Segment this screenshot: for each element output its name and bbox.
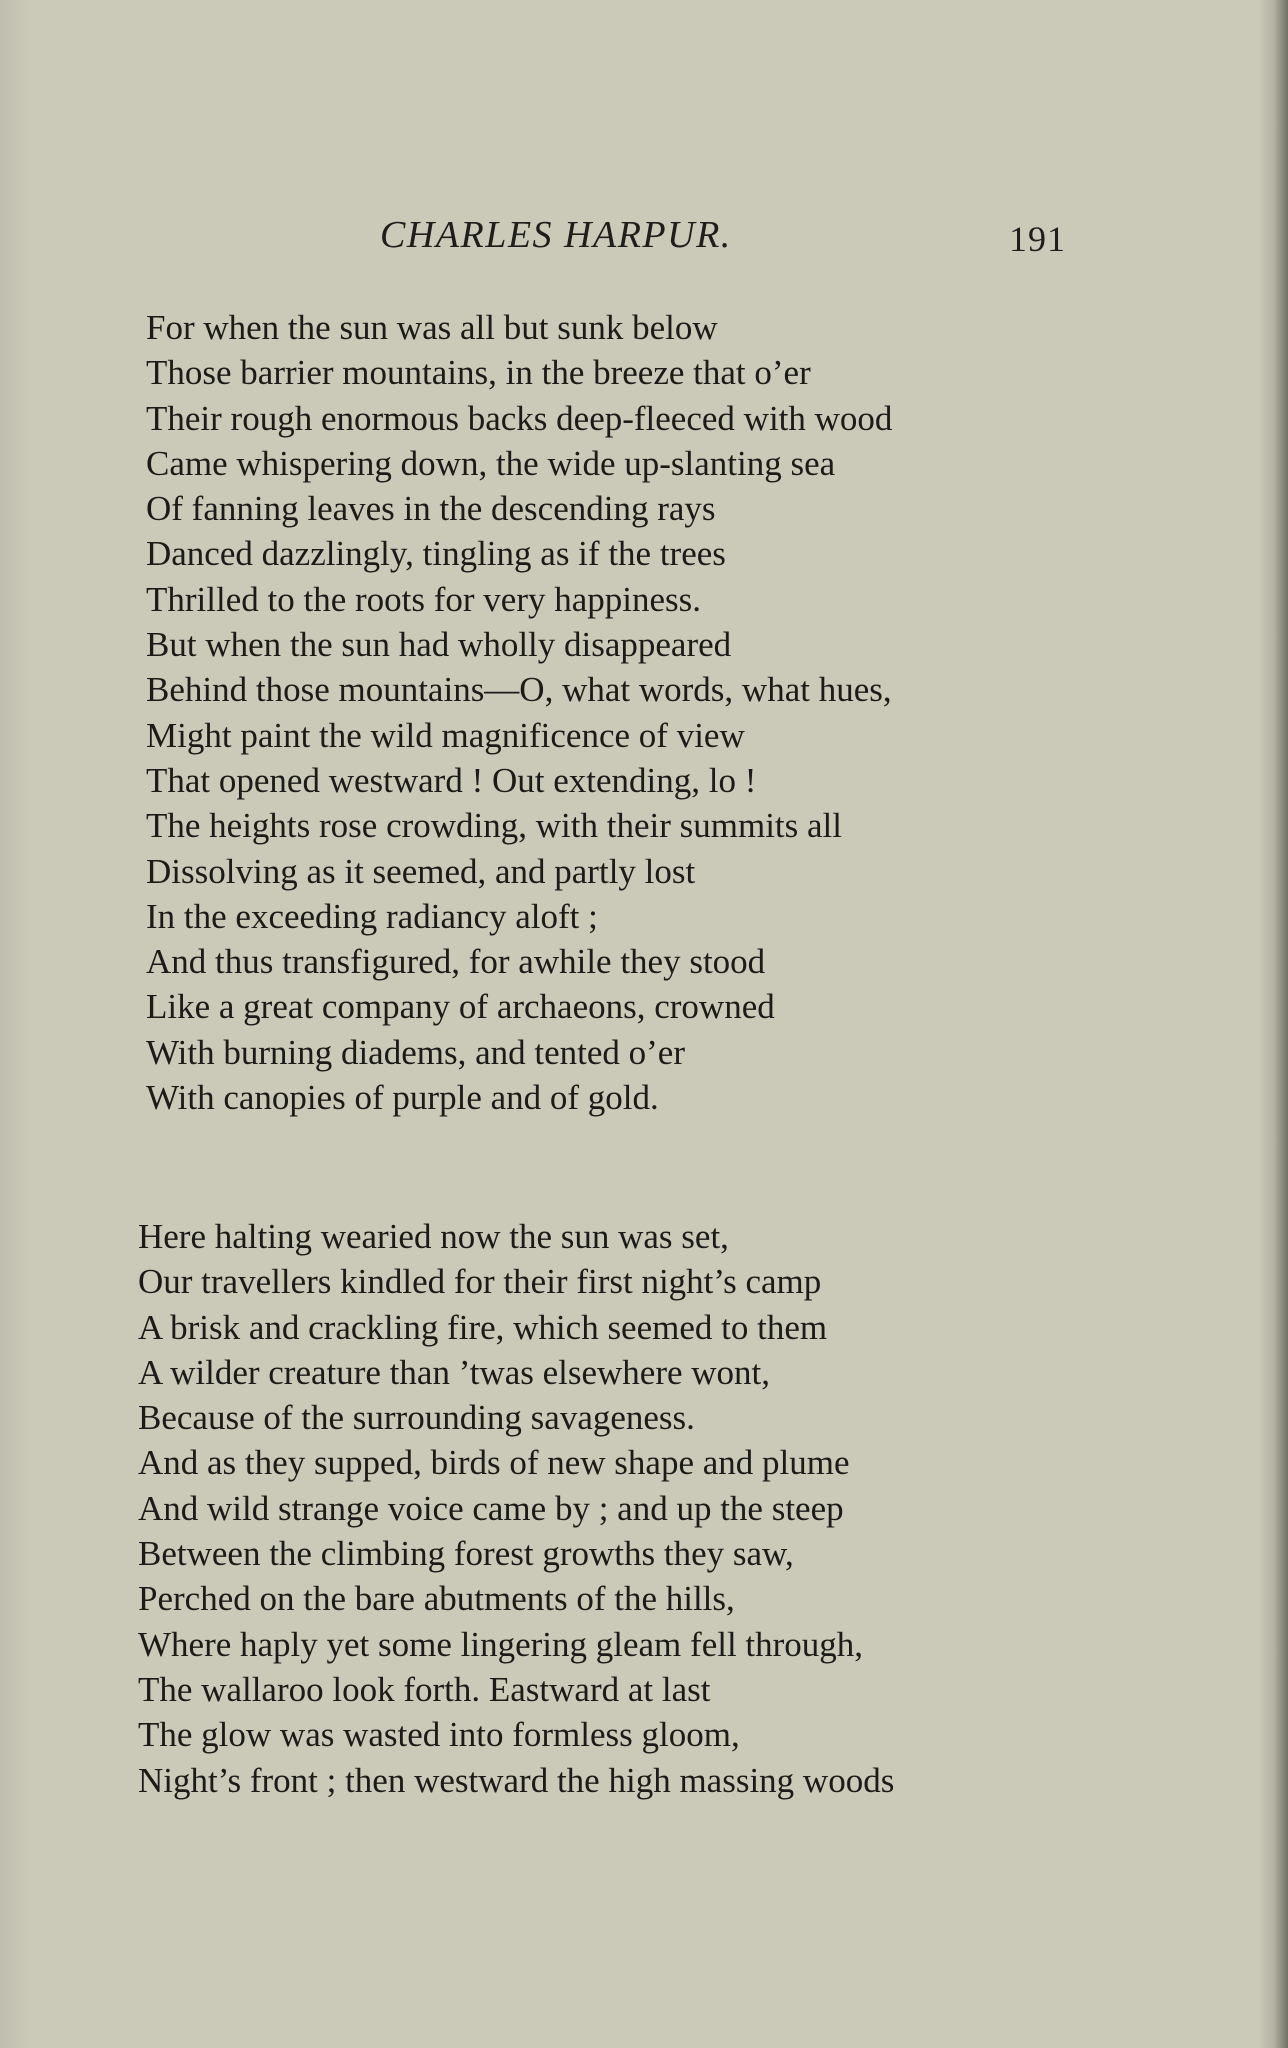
verse-line: Perched on the bare abutments of the hills, bbox=[138, 1579, 735, 1619]
running-head: CHARLES HARPUR. bbox=[380, 214, 732, 256]
verse-line: In the exceeding radiancy aloft ; bbox=[146, 896, 598, 936]
verse-line: Because of the surrounding savageness. bbox=[138, 1398, 695, 1438]
verse-line: Behind those mountains—O, what words, what hues, bbox=[146, 670, 892, 710]
stanza-2 bbox=[138, 1214, 894, 1803]
verse-line: Dissolving as it seemed, and partly lost bbox=[146, 851, 696, 891]
verse-line: The wallaroo look forth. Eastward at last bbox=[138, 1669, 711, 1709]
verse-line: Danced dazzlingly, tingling as if the trees bbox=[146, 534, 726, 574]
verse-line: Like a great company of archaeons, crowned bbox=[146, 987, 775, 1027]
verse-line: A brisk and crackling fire, which seemed to them bbox=[138, 1307, 828, 1347]
verse-line: A wilder creature than ’twas elsewhere wont, bbox=[138, 1352, 771, 1392]
verse-line: Night’s front ; then westward the high massing woods bbox=[138, 1760, 895, 1800]
verse-line: Might paint the wild magnificence of view bbox=[146, 715, 745, 755]
verse-line: Those barrier mountains, in the breeze that o’er bbox=[146, 353, 811, 393]
page-number: 191 bbox=[1009, 219, 1066, 259]
verse-line: Our travellers kindled for their first night’s camp bbox=[138, 1262, 822, 1302]
verse-line: Between the climbing forest growths they saw, bbox=[138, 1534, 794, 1574]
verse-line: But when the sun had wholly disappeared bbox=[146, 625, 732, 665]
verse-line: Came whispering down, the wide up-slanting sea bbox=[146, 443, 836, 483]
verse-line: And thus transfigured, for awhile they stood bbox=[146, 942, 766, 982]
verse-line: That opened westward ! Out extending, lo ! bbox=[146, 760, 757, 800]
verse-line: With canopies of purple and of gold. bbox=[146, 1078, 659, 1118]
verse-line: Thrilled to the roots for very happiness. bbox=[146, 579, 702, 619]
verse-line: Of fanning leaves in the descending rays bbox=[146, 489, 716, 529]
verse-line: The heights rose crowding, with their summits all bbox=[146, 806, 843, 846]
verse-line: Here halting wearied now the sun was set, bbox=[138, 1217, 729, 1256]
verse-line: And wild strange voice came by ; and up the steep bbox=[138, 1488, 844, 1528]
verse-line: Where haply yet some lingering gleam fell through, bbox=[138, 1624, 864, 1664]
verse-line: And as they supped, birds of new shape and plume bbox=[138, 1443, 850, 1483]
verse-line: For when the sun was all but sunk below bbox=[146, 308, 718, 347]
verse-line: The glow was wasted into formless gloom, bbox=[138, 1715, 740, 1755]
stanza-1 bbox=[146, 305, 892, 1120]
verse-line: With burning diadems, and tented o’er bbox=[146, 1032, 685, 1072]
verse-line: Their rough enormous backs deep-fleeced with wood bbox=[146, 398, 893, 438]
